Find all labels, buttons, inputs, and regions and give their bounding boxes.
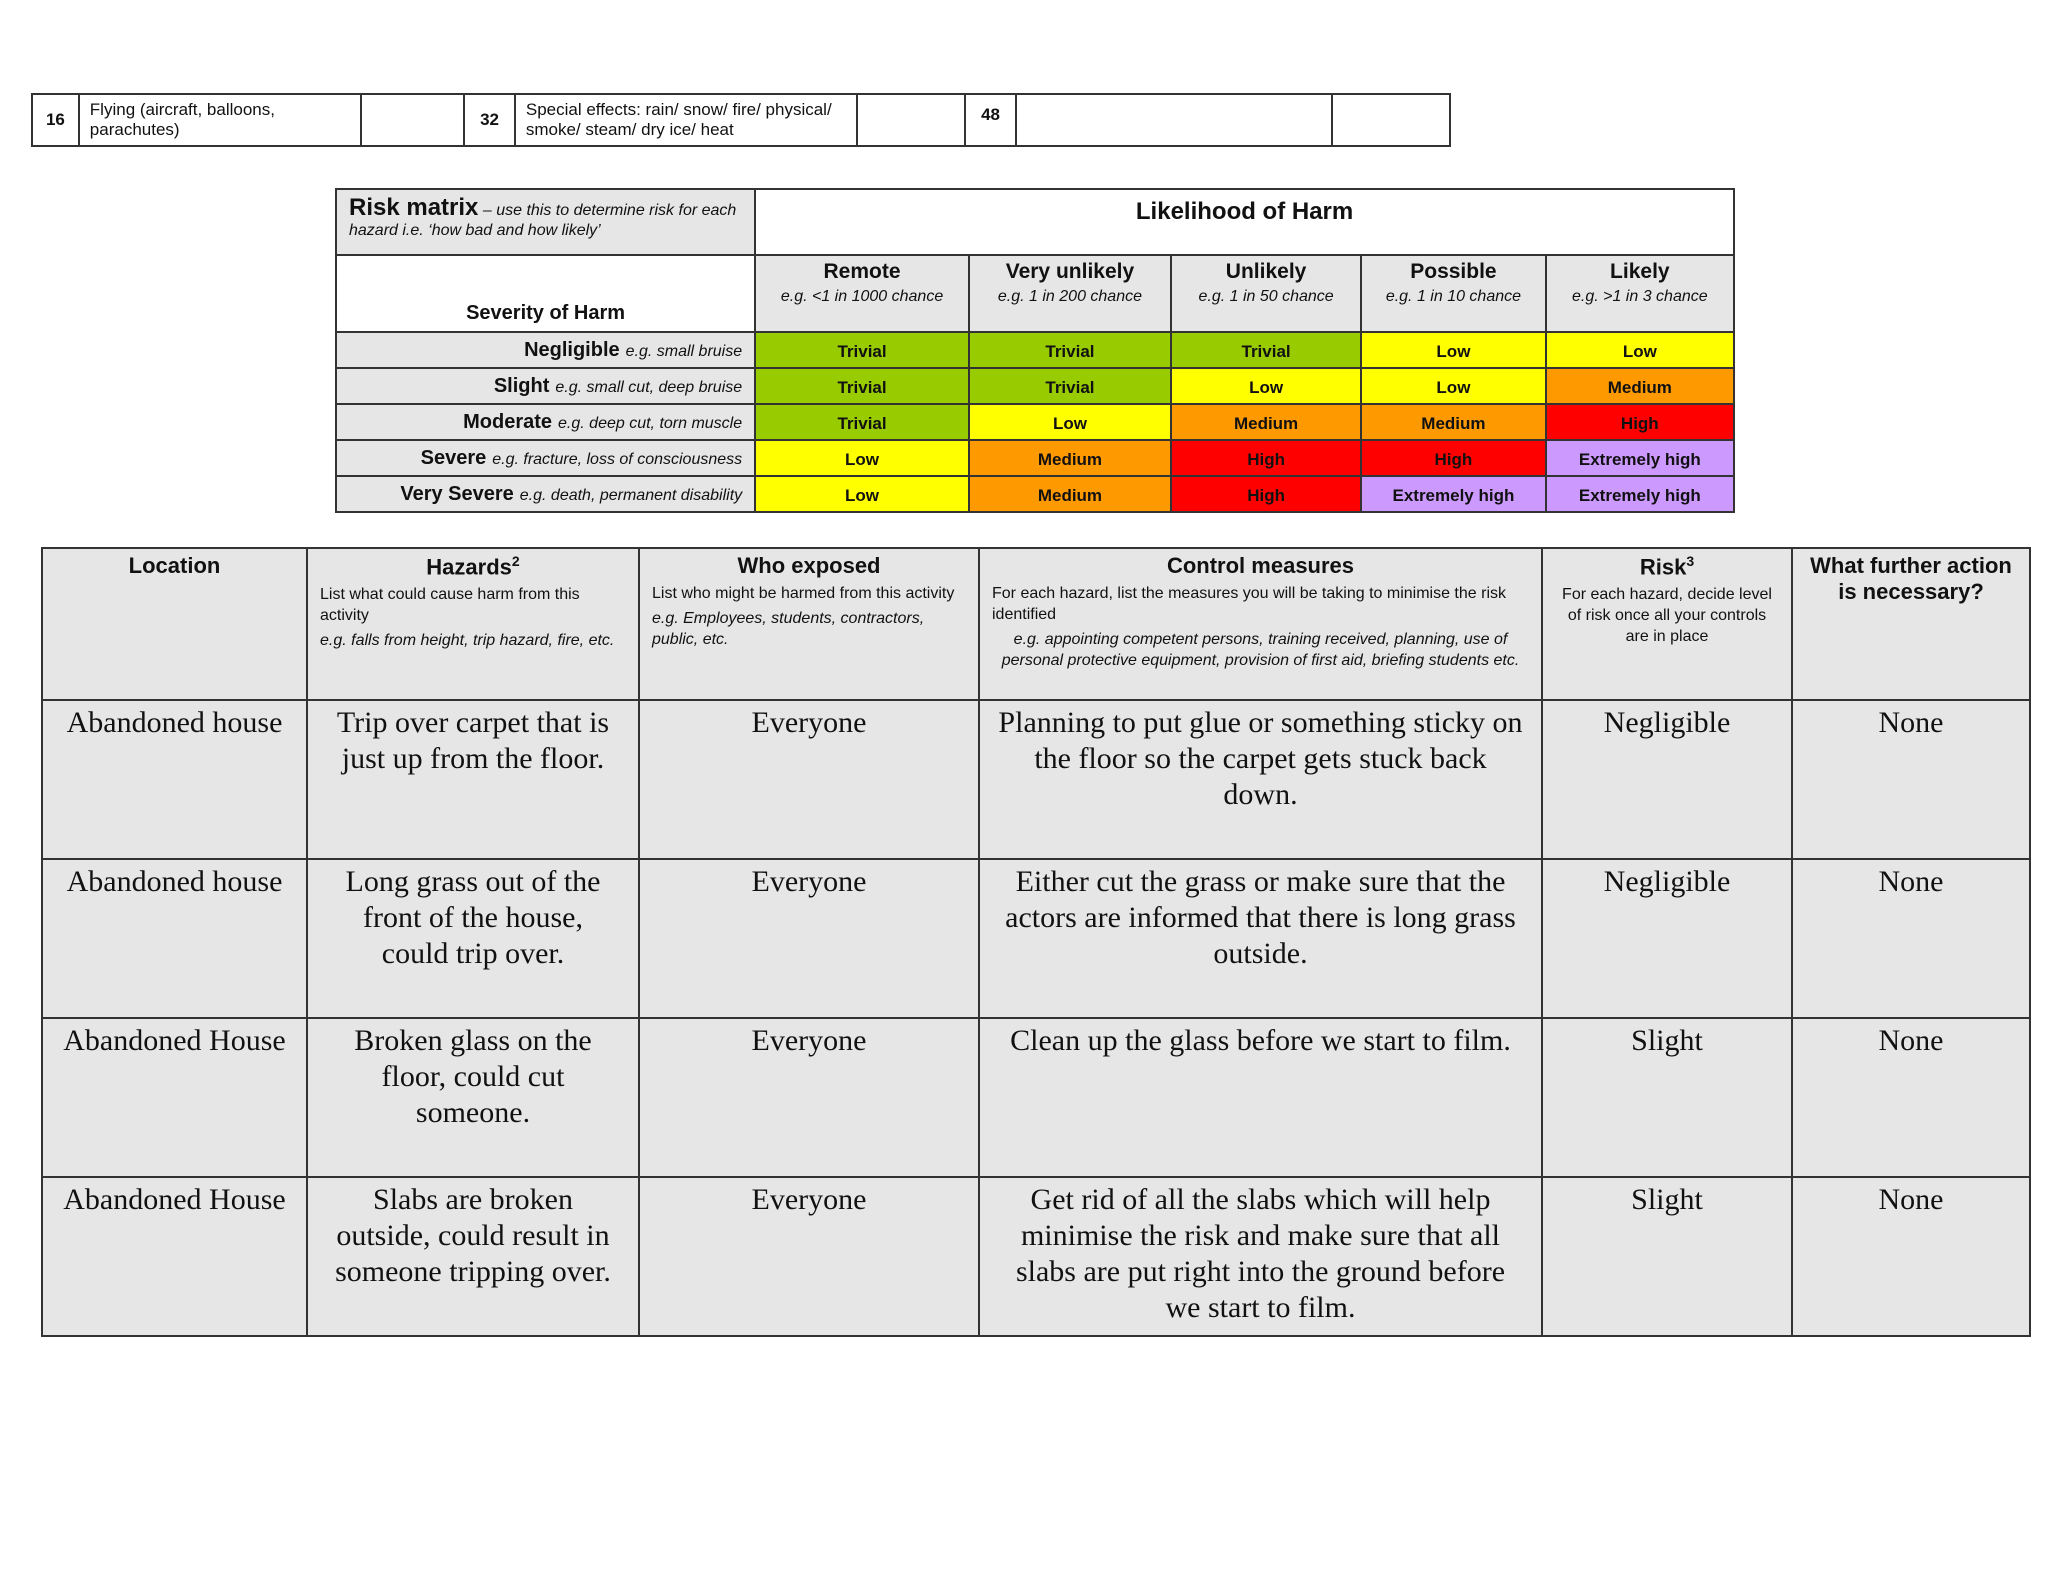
control-measures-cell: Planning to put glue or something sticky on the floor so the carpet gets stuck back down. xyxy=(979,700,1542,859)
risk-level-cell: High xyxy=(1171,476,1361,512)
control-measures-cell: Get rid of all the slabs which will help minimise the risk and make sure that all slabs are put right into the ground before we start to film. xyxy=(979,1177,1542,1336)
likelihood-label: Unlikely xyxy=(1225,260,1307,283)
further-action-cell: None xyxy=(1792,1018,2030,1177)
severity-label-cell xyxy=(336,440,755,476)
footnote-marker: 3 xyxy=(1686,553,1695,569)
who-exposed-cell: Everyone xyxy=(639,1177,979,1336)
risk-level-cell: Medium xyxy=(1546,368,1734,404)
header-title: Location xyxy=(128,553,221,578)
risk-level-cell: Trivial xyxy=(755,404,969,440)
location-cell: Abandoned house xyxy=(42,859,307,1018)
risk-level-cell: Low xyxy=(1361,332,1545,368)
likelihood-column-possible xyxy=(1361,255,1545,332)
hazard-list-row xyxy=(32,94,1450,146)
risk-cell: Negligible xyxy=(1542,700,1792,859)
risk-level-cell: Trivial xyxy=(755,332,969,368)
risk-matrix-note: – use this to determine risk for each hazard i.e. ‘how bad and how likely’ xyxy=(349,202,737,239)
assessment-row xyxy=(42,859,2030,1018)
risk-level-cell: High xyxy=(1361,440,1545,476)
severity-example: e.g. small bruise xyxy=(625,342,743,360)
severity-row-severe xyxy=(336,440,1734,476)
hazard-check-cell xyxy=(857,94,965,146)
severity-example: e.g. deep cut, torn muscle xyxy=(558,414,743,432)
location-cell: Abandoned House xyxy=(42,1018,307,1177)
header-description: List what could cause harm from this activity xyxy=(320,586,580,625)
risk-cell: Slight xyxy=(1542,1018,1792,1177)
likelihood-header: Likelihood of Harm xyxy=(755,189,1734,255)
severity-label: Severe xyxy=(420,446,487,469)
header-title: Control measures xyxy=(1166,553,1355,578)
severity-row-negligible xyxy=(336,332,1734,368)
assessment-row xyxy=(42,1018,2030,1177)
likelihood-label: Remote xyxy=(823,260,901,283)
hazard-cell: Long grass out of the front of the house, could trip over. xyxy=(307,859,639,1018)
who-exposed-cell: Everyone xyxy=(639,859,979,1018)
severity-row-moderate xyxy=(336,404,1734,440)
risk-level-cell: Extremely high xyxy=(1546,476,1734,512)
further-action-cell: None xyxy=(1792,700,2030,859)
header-title: Who exposed xyxy=(737,553,881,578)
control-measures-cell: Clean up the glass before we start to film. xyxy=(979,1018,1542,1177)
hazard-check-cell xyxy=(1332,94,1450,146)
likelihood-column-very-unlikely xyxy=(969,255,1171,332)
risk-level-cell: Low xyxy=(1546,332,1734,368)
header-location xyxy=(42,548,307,700)
severity-label: Very Severe xyxy=(400,482,514,505)
likelihood-column-likely xyxy=(1546,255,1734,332)
hazard-name: Special effects: rain/ snow/ fire/ physical/ smoke/ steam/ dry ice/ heat xyxy=(515,94,857,146)
hazard-list-strip xyxy=(31,93,1451,147)
hazard-name: Flying (aircraft, balloons, parachutes) xyxy=(79,94,361,146)
risk-level-cell: High xyxy=(1546,404,1734,440)
hazard-number: 32 xyxy=(464,94,515,146)
severity-label: Moderate xyxy=(463,410,553,433)
risk-level-cell: Medium xyxy=(1171,404,1361,440)
severity-label-cell xyxy=(336,476,755,512)
control-measures-cell: Either cut the grass or make sure that the actors are informed that there is long grass outside. xyxy=(979,859,1542,1018)
risk-cell: Negligible xyxy=(1542,859,1792,1018)
risk-cell: Slight xyxy=(1542,1177,1792,1336)
who-exposed-cell: Everyone xyxy=(639,700,979,859)
header-example: e.g. appointing competent persons, training received, planning, use of personal protective equipment, provision of first aid, briefing students etc. xyxy=(1001,631,1520,669)
location-cell: Abandoned house xyxy=(42,700,307,859)
severity-label-cell xyxy=(336,368,755,404)
severity-label: Negligible xyxy=(524,338,620,361)
assessment-row xyxy=(42,1177,2030,1336)
likelihood-example: e.g. >1 in 3 chance xyxy=(1571,288,1708,305)
risk-assessment-table xyxy=(41,547,2031,1337)
risk-level-cell: Trivial xyxy=(969,332,1171,368)
risk-level-cell: Medium xyxy=(1361,404,1545,440)
header-example: e.g. Employees, students, contractors, public, etc. xyxy=(652,610,925,648)
header-description: For each hazard, list the measures you will be taking to minimise the risk identified xyxy=(992,585,1506,623)
further-action-cell: None xyxy=(1792,859,2030,1018)
further-action-cell: None xyxy=(1792,1177,2030,1336)
location-cell: Abandoned House xyxy=(42,1177,307,1336)
header-description: List who might be harmed from this activity xyxy=(652,585,955,602)
risk-level-cell: Medium xyxy=(969,476,1171,512)
likelihood-label: Very unlikely xyxy=(1005,260,1135,283)
hazard-name xyxy=(1016,94,1332,146)
header-hazards xyxy=(307,548,639,700)
likelihood-label: Likely xyxy=(1610,260,1670,283)
risk-matrix-title: Risk matrix xyxy=(349,194,479,221)
likelihood-example: e.g. 1 in 10 chance xyxy=(1385,288,1522,305)
risk-level-cell: Extremely high xyxy=(1546,440,1734,476)
severity-example: e.g. small cut, deep bruise xyxy=(555,378,743,396)
header-description: For each hazard, decide level of risk once all your controls are in place xyxy=(1562,586,1772,646)
risk-matrix xyxy=(335,188,1735,513)
likelihood-column-unlikely xyxy=(1171,255,1361,332)
severity-example: e.g. death, permanent disability xyxy=(519,486,743,504)
risk-level-cell: Low xyxy=(1171,368,1361,404)
likelihood-example: e.g. 1 in 50 chance xyxy=(1198,288,1334,305)
risk-level-cell: High xyxy=(1171,440,1361,476)
risk-level-cell: Trivial xyxy=(755,368,969,404)
hazard-cell: Broken glass on the floor, could cut someone. xyxy=(307,1018,639,1177)
assessment-row xyxy=(42,700,2030,859)
risk-level-cell: Low xyxy=(969,404,1171,440)
hazard-number: 16 xyxy=(32,94,79,146)
risk-level-cell: Low xyxy=(1361,368,1545,404)
risk-level-cell: Trivial xyxy=(969,368,1171,404)
header-risk xyxy=(1542,548,1792,700)
risk-level-cell: Trivial xyxy=(1171,332,1361,368)
header-title: Risk xyxy=(1639,554,1687,580)
risk-level-cell: Low xyxy=(755,476,969,512)
header-title: Hazards xyxy=(426,554,512,580)
risk-level-cell: Low xyxy=(755,440,969,476)
risk-level-cell: Medium xyxy=(969,440,1171,476)
risk-level-cell: Extremely high xyxy=(1361,476,1545,512)
severity-header: Severity of Harm xyxy=(336,255,755,332)
severity-example: e.g. fracture, loss of consciousness xyxy=(492,450,743,468)
hazard-number: 48 xyxy=(965,94,1016,146)
severity-label-cell xyxy=(336,404,755,440)
hazard-cell: Slabs are broken outside, could result in someone tripping over. xyxy=(307,1177,639,1336)
assessment-header-row xyxy=(42,548,2030,700)
likelihood-column-remote xyxy=(755,255,969,332)
header-who-exposed xyxy=(639,548,979,700)
header-control-measures xyxy=(979,548,1542,700)
severity-row-slight xyxy=(336,368,1734,404)
who-exposed-cell: Everyone xyxy=(639,1018,979,1177)
header-example: e.g. falls from height, trip hazard, fire, etc. xyxy=(320,632,615,650)
likelihood-example: e.g. 1 in 200 chance xyxy=(997,288,1142,305)
header-further-action xyxy=(1792,548,2030,700)
severity-row-very-severe xyxy=(336,476,1734,512)
risk-matrix-title-cell xyxy=(336,189,755,255)
severity-label-cell xyxy=(336,332,755,368)
severity-label: Slight xyxy=(493,374,550,397)
hazard-check-cell xyxy=(361,94,464,146)
likelihood-label: Possible xyxy=(1410,260,1497,283)
footnote-marker: 2 xyxy=(511,553,520,569)
likelihood-example: e.g. <1 in 1000 chance xyxy=(780,288,944,305)
hazard-cell: Trip over carpet that is just up from the floor. xyxy=(307,700,639,859)
header-title: What further action is necessary? xyxy=(1810,553,2012,604)
